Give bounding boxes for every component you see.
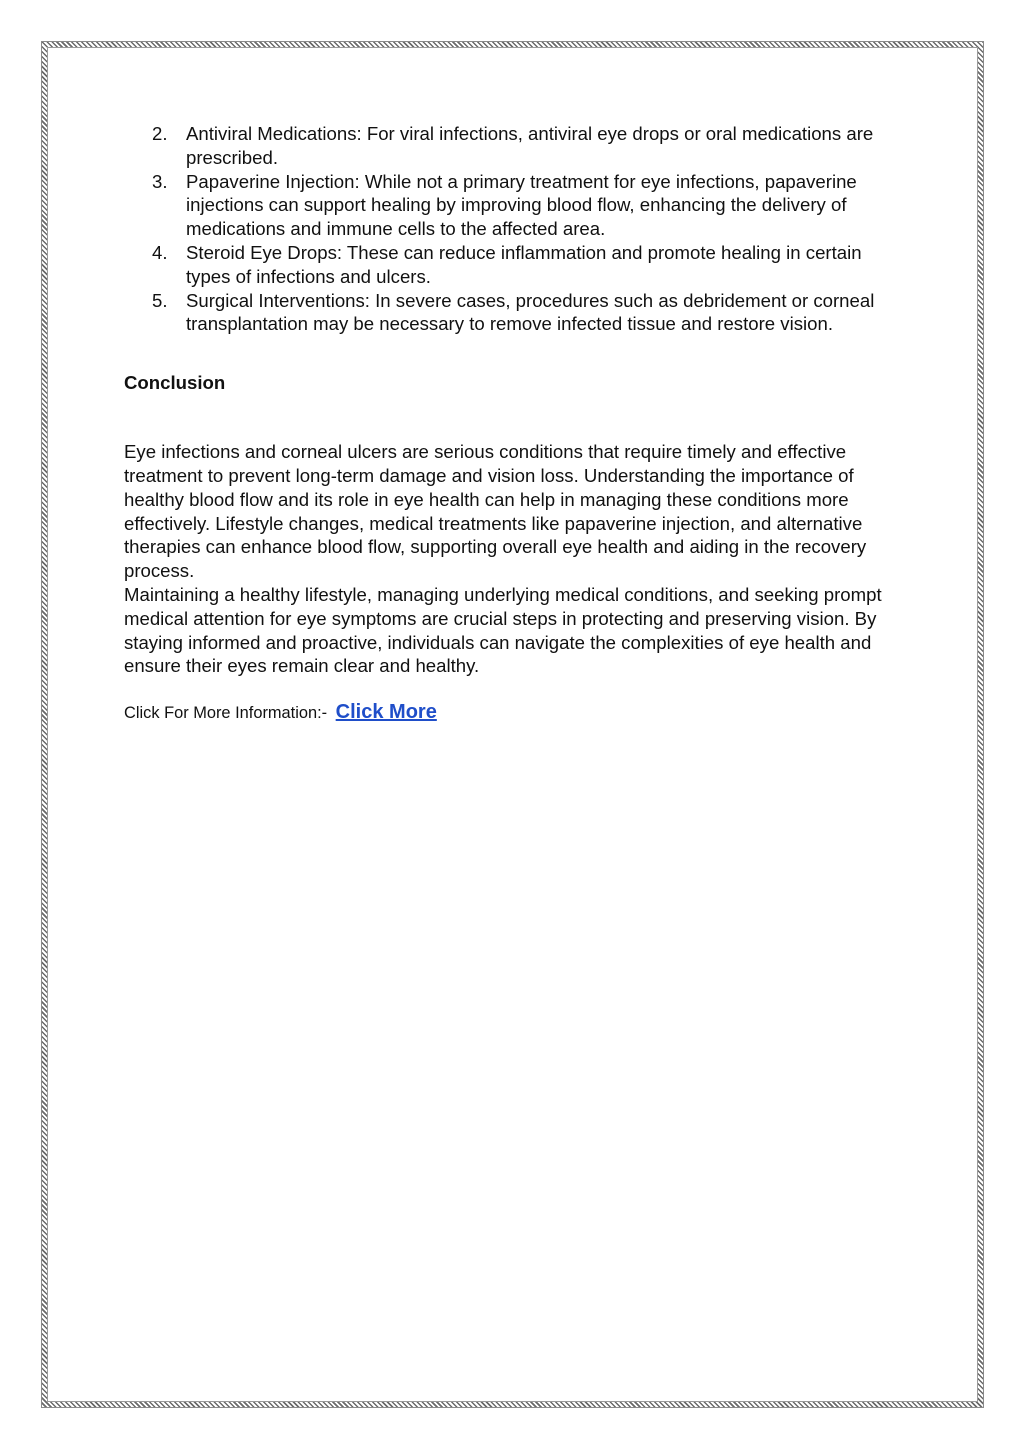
list-item xyxy=(124,170,904,241)
list-item xyxy=(124,122,904,170)
list-item-number: 3. xyxy=(152,170,168,192)
list-item-number: 5. xyxy=(152,289,168,311)
list-item-text: Antiviral Medications: For viral infections, antiviral eye drops or oral medications are prescribed. xyxy=(186,123,874,168)
list-item-text: Steroid Eye Drops: These can reduce inflammation and promote healing in certain types of infections and ulcers. xyxy=(186,241,862,287)
list-item xyxy=(124,289,904,337)
conclusion-paragraph-2: Maintaining a healthy lifestyle, managing underlying medical conditions, and seeking prompt medical attention for eye symptoms are crucial steps in protecting and preserving vision. By staying informed and proactive, individuals can navigate the complexities of eye health and ensure their eyes remain clear and healthy. xyxy=(124,583,882,677)
list-item-text: Surgical Interventions: In severe cases, procedures such as debridement or corneal transplantation may be necessary to remove infected tissue and restore vision. xyxy=(186,289,875,335)
list-item xyxy=(124,241,904,289)
document-body xyxy=(124,122,904,724)
list-item-number: 2. xyxy=(152,123,168,144)
more-info-line xyxy=(124,701,904,724)
list-item-text: Papaverine Injection: While not a primary treatment for eye infections, papaverine injections can support healing by improving blood flow, enhancing the delivery of medications and immune cells to the affected area. xyxy=(186,170,857,240)
more-info-label: Click For More Information:- xyxy=(124,704,328,723)
conclusion-paragraph xyxy=(124,440,904,678)
conclusion-paragraph-1: Eye infections and corneal ulcers are serious conditions that require timely and effective treatment to prevent long-term damage and vision loss. Understanding the importance of healthy blood flow and its role in eye health can help in managing these conditions more effectively. Lifestyle changes, medical treatments like papaverine injection, and alternative therapies can enhance blood flow, supporting overall eye health and aiding in the recovery process. xyxy=(124,441,867,582)
conclusion-heading: Conclusion xyxy=(124,372,226,394)
treatment-list xyxy=(124,122,904,336)
list-item-number: 4. xyxy=(152,241,168,263)
click-more-link[interactable]: Click More xyxy=(335,701,437,724)
